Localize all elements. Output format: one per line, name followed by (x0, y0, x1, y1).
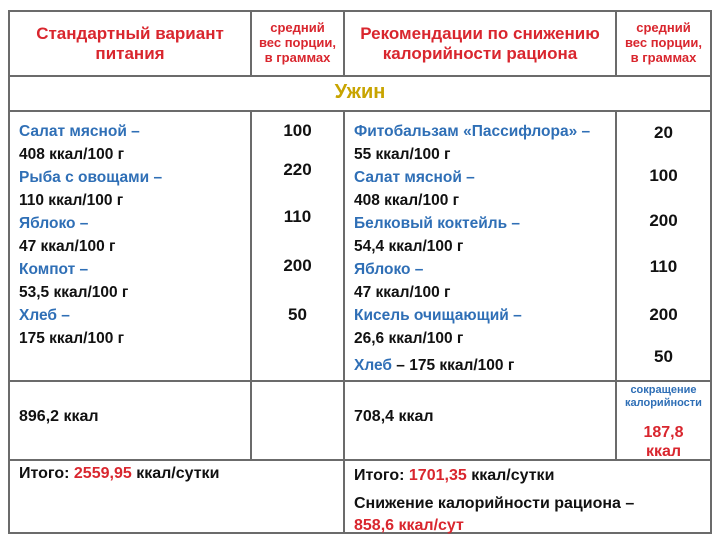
standard-item-name: Яблоко – (19, 215, 89, 232)
summary-right-prefix: Итого: (354, 467, 405, 484)
section-divider (8, 110, 712, 112)
header-portion-line1: средний (636, 20, 691, 35)
summary-left-prefix: Итого: (19, 465, 70, 482)
reduction-value (617, 423, 710, 461)
recommended-item-name: Белковый коктейль – (354, 215, 521, 232)
recommended-items (354, 120, 590, 377)
portion-grams: 220 (283, 160, 312, 179)
summary-left-value: 2559,95 (73, 465, 132, 482)
portion-grams: 110 (649, 257, 678, 276)
recommended-item-kcal: 408 ккал/100 г (354, 192, 460, 209)
table-border-top (8, 10, 712, 12)
header-standard (10, 24, 250, 64)
header-recommended-line1: Рекомендации по снижению (360, 24, 600, 43)
recommended-item-kcal: – 175 ккал/100 г (396, 357, 515, 374)
table-border-right (710, 10, 712, 534)
standard-item-name: Компот – (19, 261, 89, 278)
summary-right-value: 1701,35 (408, 467, 467, 484)
standard-items (19, 120, 162, 350)
portion-grams: 200 (649, 211, 678, 230)
summary-reduction-value: 858,6 (354, 517, 395, 534)
summary-left (19, 465, 219, 483)
standard-item-kcal: 53,5 ккал/100 г (19, 284, 129, 301)
header-portion-line2: вес порции, (258, 35, 337, 50)
standard-item-kcal: 408 ккал/100 г (19, 146, 125, 163)
portion-grams: 110 (283, 207, 312, 226)
section-title: Ужин (334, 81, 386, 103)
summary-right-suffix: ккал/сутки (471, 467, 555, 484)
recommended-total: 708,4 ккал (354, 408, 434, 425)
recommended-item-kcal: 54,4 ккал/100 г (354, 238, 464, 255)
header-recommended (345, 24, 615, 64)
recommended-item-name: Кисель очищающий – (354, 307, 522, 324)
portion-grams: 20 (654, 123, 673, 142)
reduction-value-unit: ккал (645, 443, 682, 460)
standard-item-kcal: 110 ккал/100 г (19, 192, 124, 209)
recommended-item-bread (354, 354, 590, 377)
standard-item-name: Салат мясной – (19, 123, 140, 140)
header-recommended-line2: калорийности рациона (382, 44, 578, 63)
recommended-item-name: Хлеб (354, 357, 392, 374)
recommended-item-kcal: 55 ккал/100 г (354, 146, 451, 163)
recommended-item-kcal: 47 ккал/100 г (354, 284, 451, 301)
summary-left-suffix: ккал/сутки (136, 465, 220, 482)
standard-item-name: Хлеб – (19, 307, 70, 324)
items-divider (8, 380, 712, 382)
header-portion-line3: в граммах (630, 50, 697, 65)
recommended-item-name: Салат мясной – (354, 169, 475, 186)
portion-grams: 200 (283, 256, 312, 275)
totals-divider (8, 459, 712, 461)
standard-item-kcal: 47 ккал/100 г (19, 238, 116, 255)
standard-item-kcal: 175 ккал/100 г (19, 330, 125, 347)
portion-grams: 50 (654, 347, 673, 366)
standard-item-name: Рыба с овощами – (19, 169, 163, 186)
header-standard-line1: Стандартный вариант (36, 24, 224, 43)
recommended-item-kcal: 26,6 ккал/100 г (354, 330, 464, 347)
header-portion-line3: в граммах (264, 50, 331, 65)
reduction-label-line2: калорийности (625, 397, 702, 409)
portion-grams: 50 (288, 305, 307, 324)
summary-reduction-text: Снижение калорийности рациона – (354, 495, 635, 512)
reduction-label-line1: сокращение (630, 384, 697, 396)
header-divider (8, 75, 712, 77)
recommended-item-name: Фитобальзам «Пассифлора» – (354, 123, 591, 140)
col-divider-2-body (343, 110, 345, 534)
portion-grams: 100 (649, 166, 678, 185)
portion-grams: 200 (649, 305, 678, 324)
summary-right-total (354, 465, 634, 487)
summary-right (354, 465, 634, 537)
recommended-item-name: Яблоко – (354, 261, 424, 278)
reduction-value-number: 187,8 (643, 424, 684, 441)
standard-grams (252, 0, 343, 540)
header-portion-line1: средний (270, 20, 325, 35)
standard-total: 896,2 ккал (19, 408, 99, 425)
summary-reduction-unit: ккал/сут (398, 517, 464, 534)
header-standard-line2: питания (95, 44, 165, 63)
header-portion-line2: вес порции, (624, 35, 703, 50)
portion-grams: 100 (283, 121, 312, 140)
reduction-label (617, 384, 710, 410)
summary-reduction (354, 515, 634, 537)
